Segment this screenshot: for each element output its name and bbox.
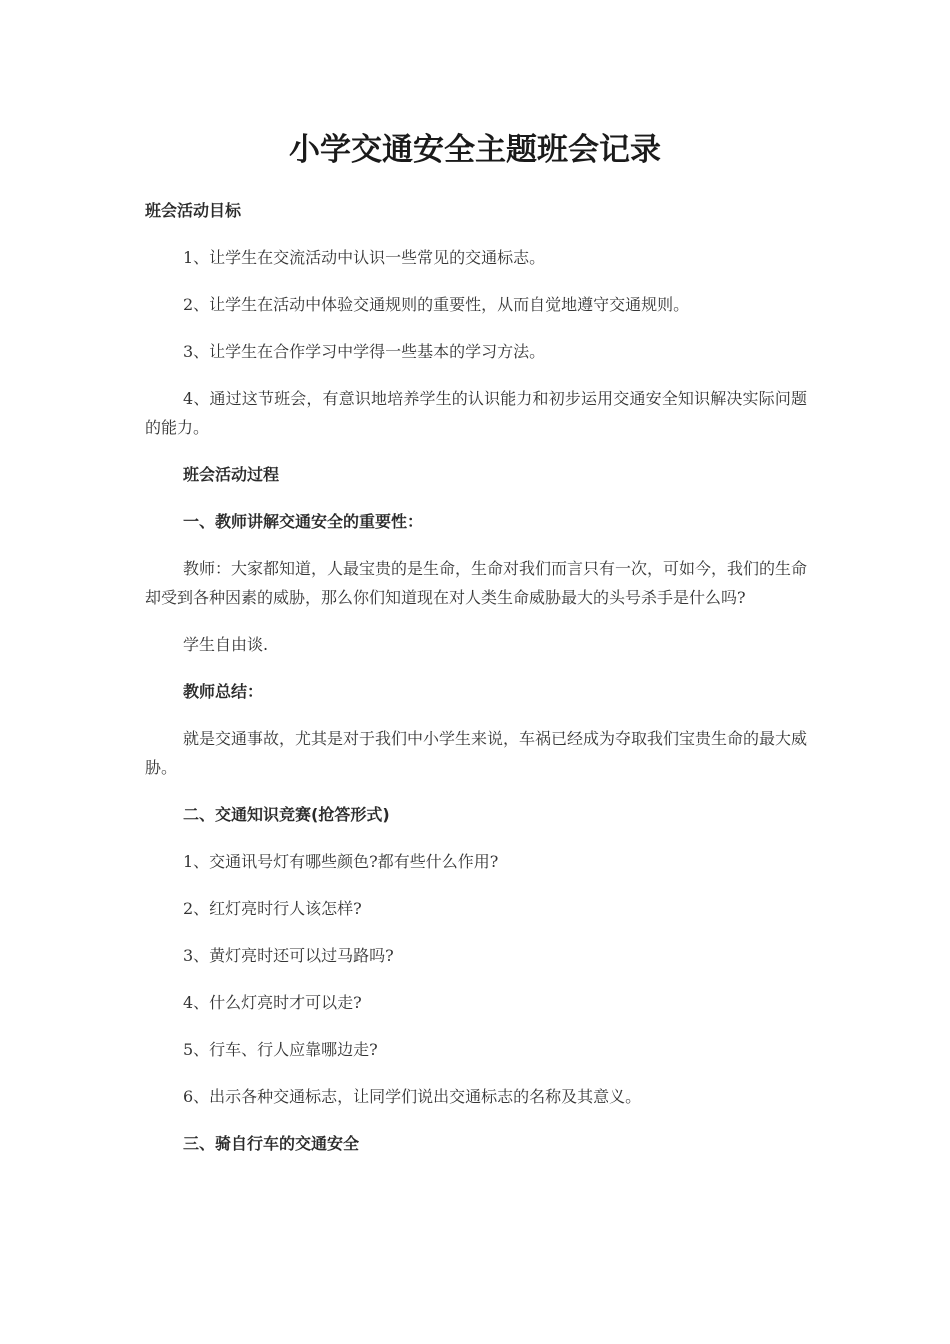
part1-students-paragraph: 学生自由谈. [183,635,269,654]
goal-item: 2、让学生在活动中体验交通规则的重要性，从而自觉地遵守交通规则。 [183,295,690,314]
quiz-question: 1、交通讯号灯有哪些颜色?都有些什么作用? [183,852,499,871]
part1-teacher-paragraph: 教师：大家都知道，人最宝贵的是生命，生命对我们而言只有一次，可如今，我们的生命却受到各种因素的威胁，那么你们知道现在对人类生命威胁最大的头号杀手是什么吗? [145,559,808,607]
quiz-question: 6、出示各种交通标志，让同学们说出交通标志的名称及其意义。 [183,1087,642,1106]
quiz-question: 3、黄灯亮时还可以过马路吗? [183,946,394,965]
document-body [145,196,807,1176]
part1-summary-paragraph: 就是交通事故，尤其是对于我们中小学生来说，车祸已经成为夺取我们宝贵生命的最大威胁。 [145,729,808,777]
quiz-question: 5、行车、行人应靠哪边走? [183,1040,378,1059]
page-title: 小学交通安全主题班会记录 [289,132,661,168]
goal-item: 3、让学生在合作学习中学得一些基本的学习方法。 [183,342,546,361]
section-heading-process: 班会活动过程 [183,465,280,484]
section-heading-goals: 班会活动目标 [145,201,242,220]
quiz-question: 2、红灯亮时行人该怎样? [183,899,362,918]
part1-heading: 一、教师讲解交通安全的重要性： [183,512,424,531]
part2-heading: 二、交通知识竞赛(抢答形式) [183,805,390,824]
quiz-question: 4、什么灯亮时才可以走? [183,993,362,1012]
part1-summary-heading: 教师总结： [183,682,264,701]
goal-item: 4、通过这节班会，有意识地培养学生的认识能力和初步运用交通安全知识解决实际问题的能力。 [145,389,807,437]
part3-heading: 三、骑自行车的交通安全 [183,1134,360,1153]
goal-item: 1、让学生在交流活动中认识一些常见的交通标志。 [183,248,546,267]
